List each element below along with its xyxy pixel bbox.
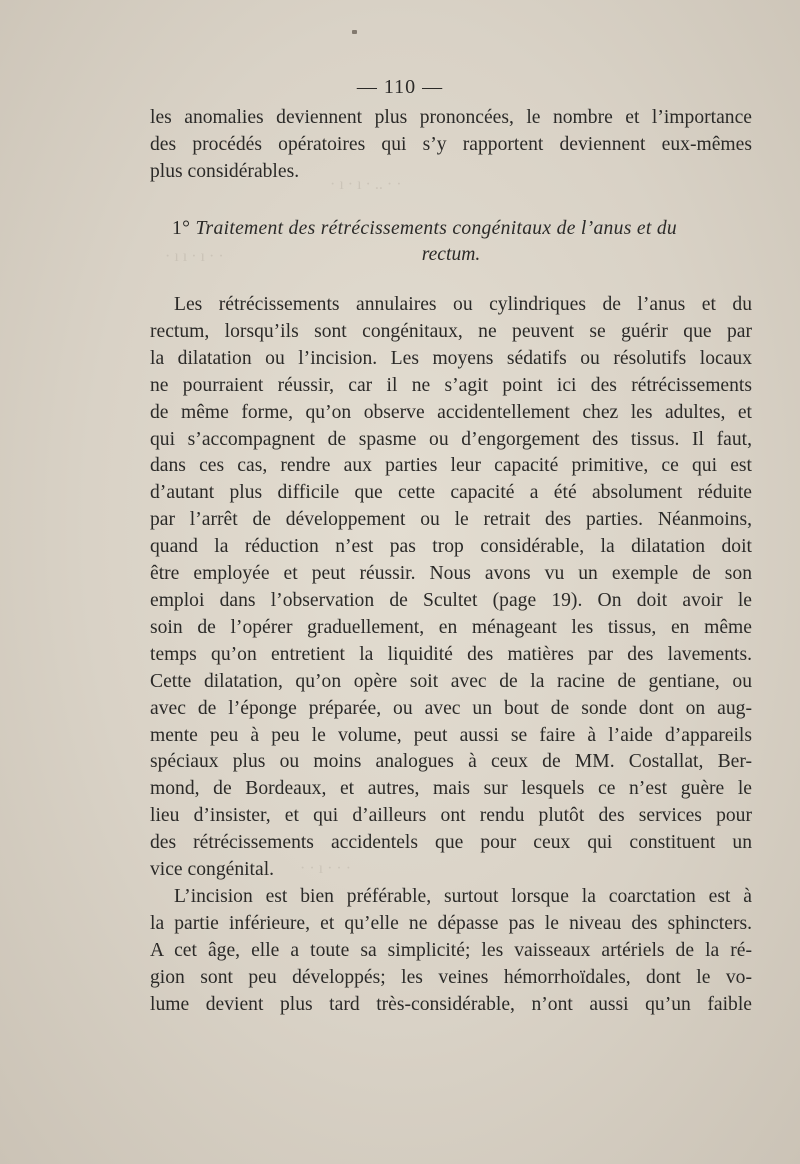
text-line: rectum, lorsqu’ils sont congénitaux, ne peuvent se guérir que par (150, 320, 752, 342)
text-line: vice congénital. (150, 859, 275, 881)
text-line: Les rétrécissements annulaires ou cylindriques de l’anus et du (174, 294, 752, 315)
opening-paragraph (150, 105, 752, 186)
text-line: mond, de Bordeaux, et autres, mais sur lesquels ce n’est guère le (150, 778, 752, 800)
show-through-marks: · ı ı · ı · · (165, 248, 224, 265)
text-line: d’autant plus difficile que cette capacité a été absolument réduite (150, 482, 752, 504)
text-line: gion sont peu développés; les veines hémorrhoïdales, dont le vo- (150, 966, 752, 988)
text-line: plus considérables. (150, 160, 300, 182)
text-line: des rétrécissements accidentels que pour ceux qui constituent un (150, 832, 752, 854)
text-line: dans ces cas, rendre aux parties leur capacité primitive, ce qui est (150, 455, 752, 477)
text-line: lume devient plus tard très-considérable, n’ont aussi qu’un faible (150, 993, 752, 1015)
text-line: avec de l’éponge préparée, ou avec un bout de sonde dont on aug- (150, 697, 752, 719)
text-line: lieu d’insister, et qui d’ailleurs ont rendu plutôt des services pour (150, 805, 752, 827)
text-line: emploi dans l’observation de Scultet (page 19). On doit avoir le (150, 589, 752, 611)
show-through-marks: · · ı · · · (300, 860, 352, 877)
text-line: les anomalies deviennent plus prononcées, le nombre et l’importance (150, 107, 752, 128)
section-heading-line-2: rectum. (421, 244, 481, 265)
text-line: qui s’accompagnent de spasme ou d’engorgement des tissus. Il faut, (150, 428, 752, 450)
page-number: — 110 — (356, 76, 444, 98)
text-line: quand la réduction n’est pas trop considérable, la dilatation doit (150, 536, 752, 558)
text-line: Cette dilatation, qu’on opère soit avec de la racine de gentiane, ou (150, 670, 752, 692)
text-line: L’incision est bien préférable, surtout lorsque la coarctation est à (174, 885, 752, 907)
section-number: 1° (172, 218, 191, 239)
text-line: ne pourraient réussir, car il ne s’agit point ici des rétrécissements (150, 374, 752, 396)
show-through-marks: · ı · ı · .. · · (330, 176, 402, 193)
text-line: A cet âge, elle a toute sa simplicité; les vaisseaux artériels de la ré- (150, 939, 752, 961)
text-line: de même forme, qu’on observe accidentellement chez les adultes, et (150, 401, 752, 423)
section-heading (150, 216, 752, 268)
text-line: par l’arrêt de développement ou le retrait des parties. Néanmoins, (150, 509, 752, 531)
text-line: la dilatation ou l’incision. Les moyens sédatifs ou résolutifs locaux (150, 347, 752, 369)
text-line: être employée et peut réussir. Nous avons vu un exemple de son (150, 563, 752, 585)
text-line: mente peu à peu le volume, peut aussi se faire à l’aide d’appareils (150, 724, 752, 746)
paragraph-dilatation (150, 292, 752, 1018)
text-line: la partie inférieure, et qu’elle ne dépasse pas le niveau des sphincters. (150, 912, 752, 934)
text-line: soin de l’opérer graduellement, en ménageant les tissus, en même (150, 616, 752, 638)
text-line: spéciaux plus ou moins analogues à ceux de MM. Costallat, Ber- (150, 751, 752, 773)
section-title: Traitement des rétrécissements congénitaux de l’anus et du (195, 218, 678, 239)
ink-mark (352, 30, 357, 34)
text-line: des procédés opératoires qui s’y rapportent deviennent eux-mêmes (150, 133, 752, 155)
text-line: temps qu’on entretient la liquidité des matières par des lavements. (150, 643, 752, 665)
section-heading-line-1 (150, 216, 752, 242)
